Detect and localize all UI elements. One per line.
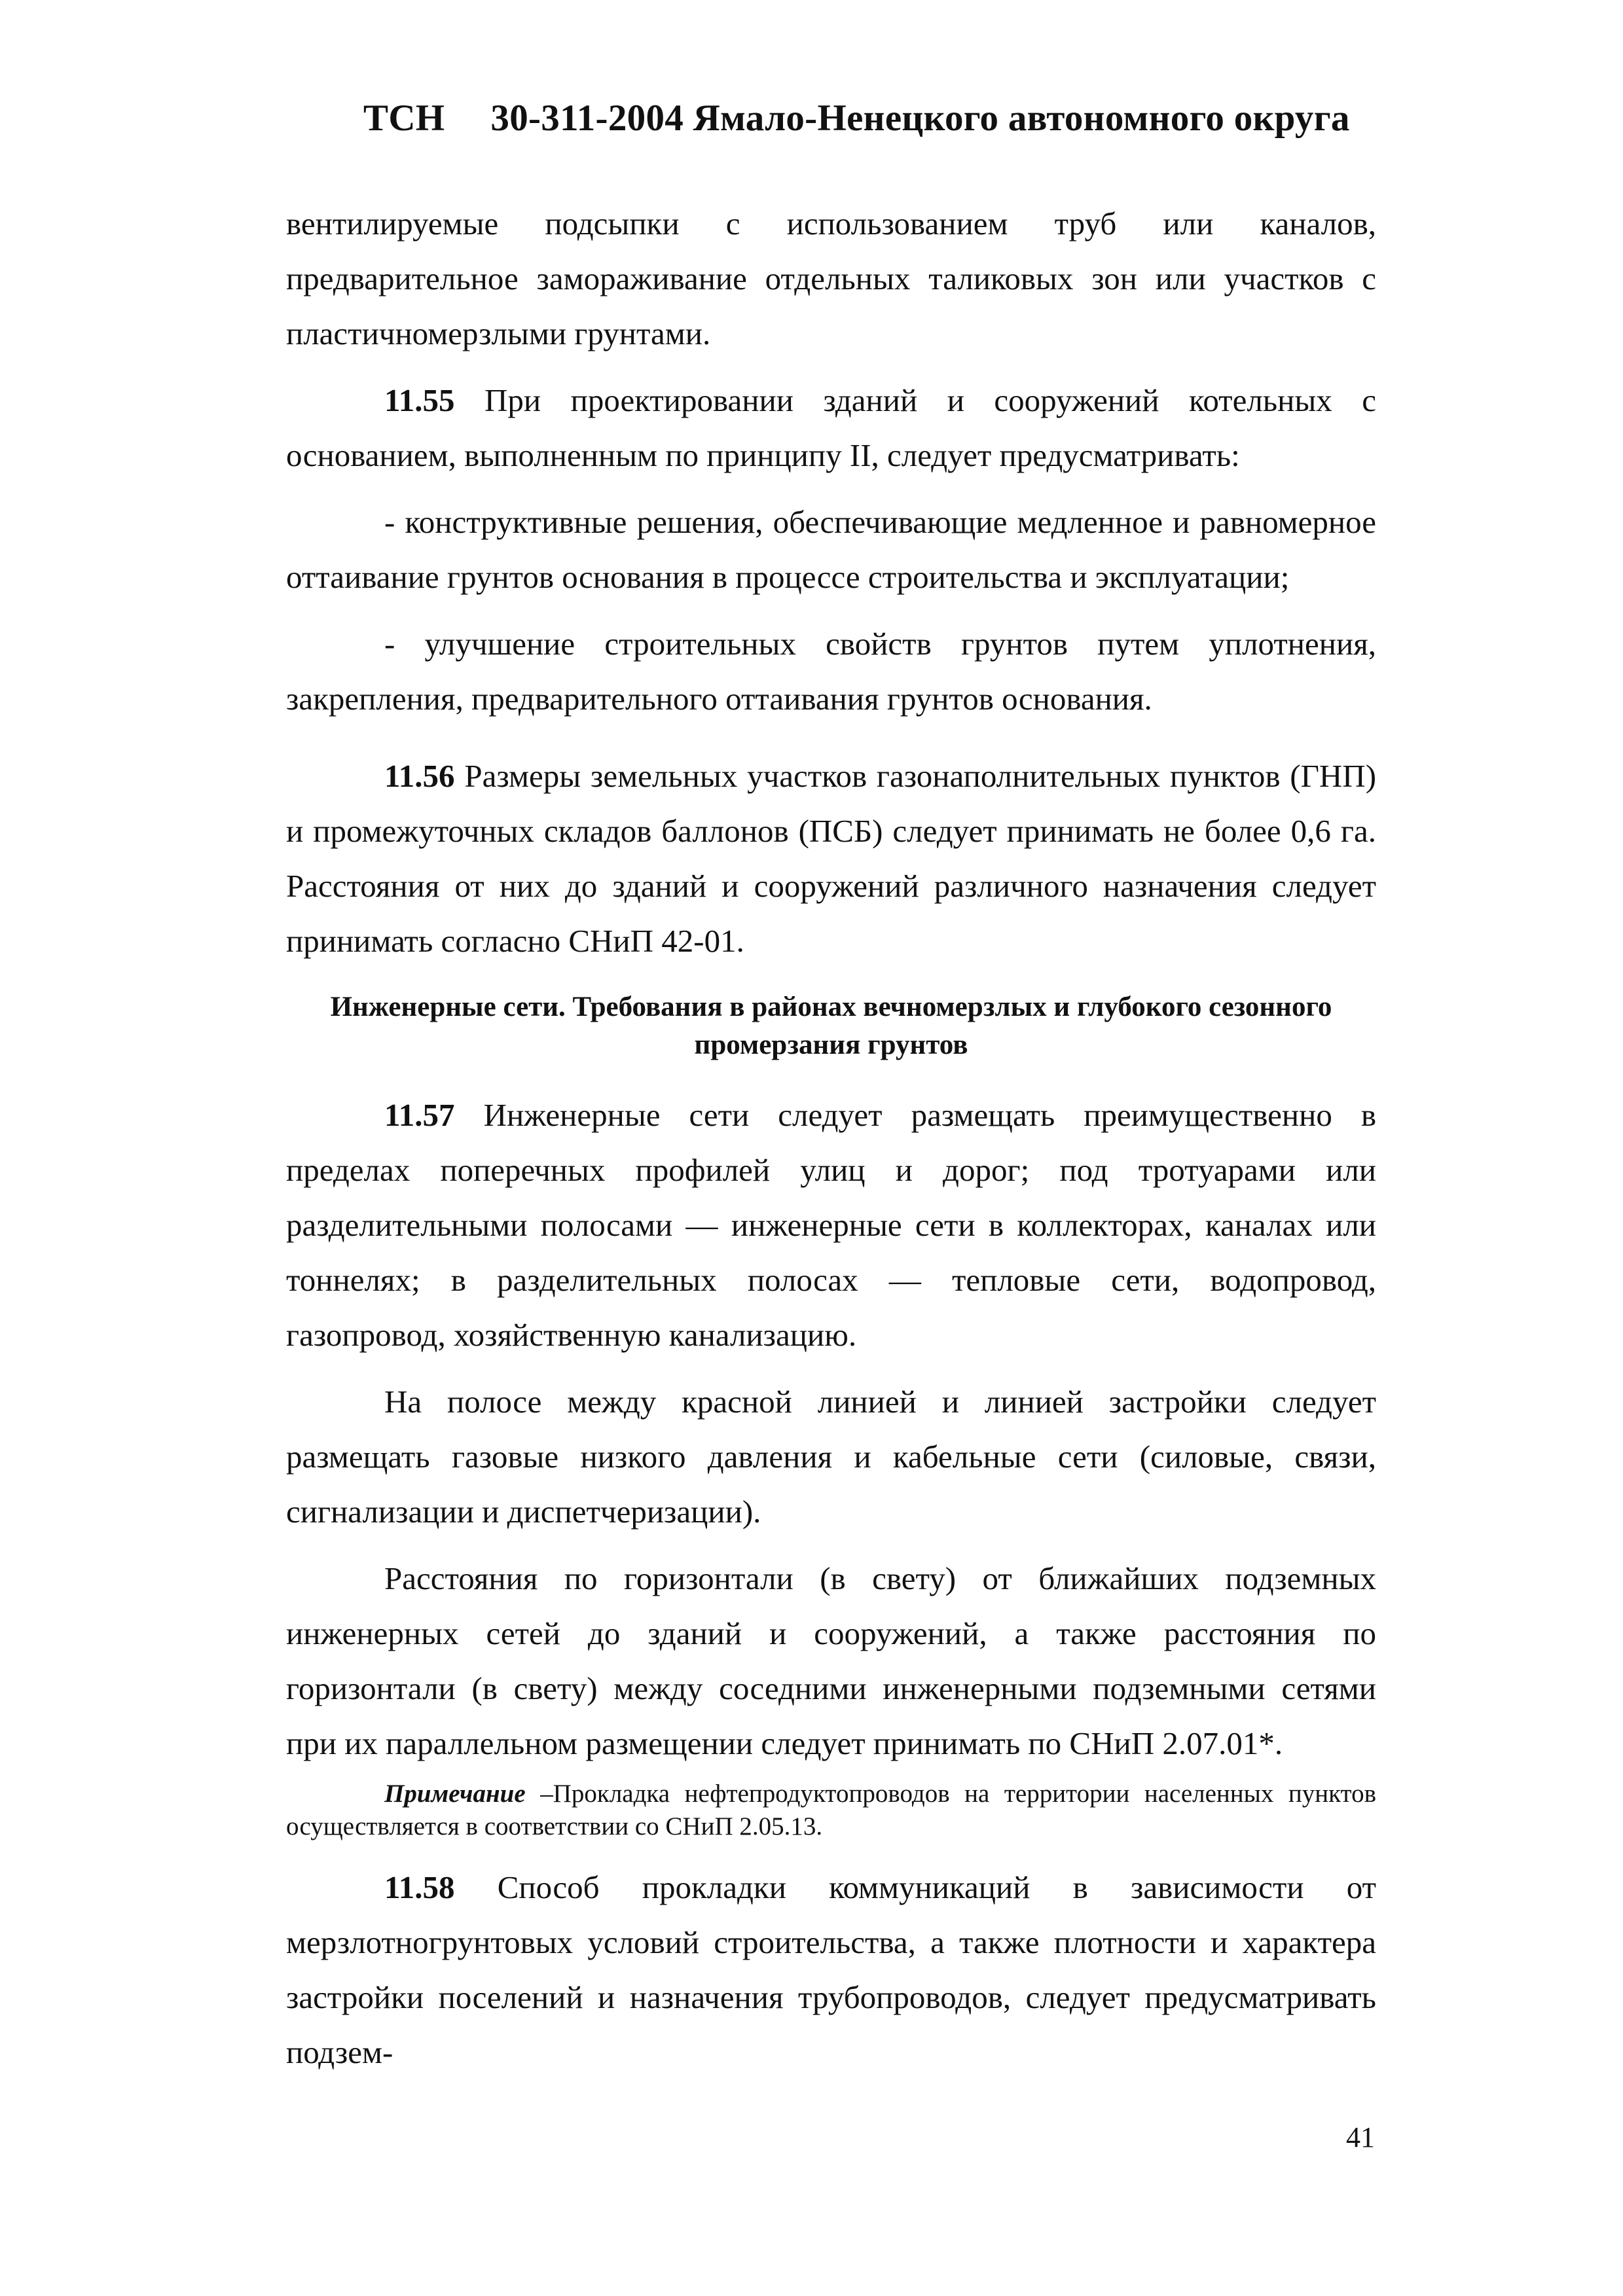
paragraph-11-57 <box>286 1088 1376 1363</box>
paragraph-text: При проектировании зданий и сооружений котельных с основанием, выполненным по принципу II, следует предусматривать: <box>286 382 1377 473</box>
note <box>286 1778 1376 1843</box>
note-label: Примечание <box>384 1780 526 1808</box>
clause-number: 11.57 <box>384 1097 455 1133</box>
list-item: - улучшение строительных свойств грунтов путем уплотнения, закрепления, предварительного оттаивания грунтов основания. <box>286 626 1376 717</box>
clause-number: 11.58 <box>384 1869 455 1905</box>
note-text: –Прокладка нефтепродуктопроводов на территории населенных пунктов осуществляется в соответствии со СНиП 2.05.13. <box>286 1780 1376 1840</box>
paragraph-11-55 <box>286 373 1376 483</box>
paragraph: Расстояния по горизонтали (в свету) от ближайших подземных инженерных сетей до зданий и сооружений, а также расстояния по горизонтали (в свету) между соседними инженерными подземными сетями при их параллельном размещении следует принимать по СНиП 2.07.01*. <box>286 1560 1376 1761</box>
page-header <box>363 97 1350 139</box>
paragraph-text: Размеры земельных участков газонаполнительных пунктов (ГНП) и промежуточных складов баллонов (ПСБ) следует принимать не более 0,6 га. Расстояния от них до зданий и сооружений различного назначения следует принимать согласно СНиП 42-01. <box>286 758 1377 959</box>
paragraph-text: Инженерные сети следует размещать преимущественно в пределах поперечных профилей улиц и дорог; под тротуарами или разделительными полосами — инженерные сети в коллекторах, каналах или тоннелях; в разделительных полосах — тепловые сети, водопровод, газопровод, хозяйственную канализацию. <box>286 1097 1377 1353</box>
paragraph-text: Способ прокладки коммуникаций в зависимости от мерзлотногрунтовых условий строительства, а также плотности и характера застройки поселений и назначения трубопроводов, следует предусматривать подзем- <box>286 1869 1376 2070</box>
paragraph: На полосе между красной линией и линией застройки следует размещать газовые низкого давления и кабельные сети (силовые, связи, сигнализации и диспетчеризации). <box>286 1384 1376 1530</box>
header-code: ТСН <box>363 98 445 139</box>
section-title: Инженерные сети. Требования в районах вечномерзлых и глубокого сезонного промерзания грунтов <box>330 992 1332 1060</box>
list-item: - конструктивные решения, обеспечивающие медленное и равномерное оттаивание грунтов основания в процессе строительства и эксплуатации; <box>286 504 1376 595</box>
paragraph-11-56 <box>286 749 1376 969</box>
page-number: 41 <box>1346 2121 1375 2153</box>
clause-number: 11.55 <box>384 382 455 418</box>
paragraph-continuation: вентилируемые подсыпки с использованием труб или каналов, предварительное замораживание отдельных таликовых зон или участков с пластичномерзлыми грунтами. <box>286 206 1376 351</box>
clause-number: 11.56 <box>384 758 455 794</box>
paragraph-11-58 <box>286 1860 1376 2080</box>
body-text <box>286 196 1376 2080</box>
header-title: 30-311-2004 Ямало-Ненецкого автономного округа <box>490 98 1350 139</box>
